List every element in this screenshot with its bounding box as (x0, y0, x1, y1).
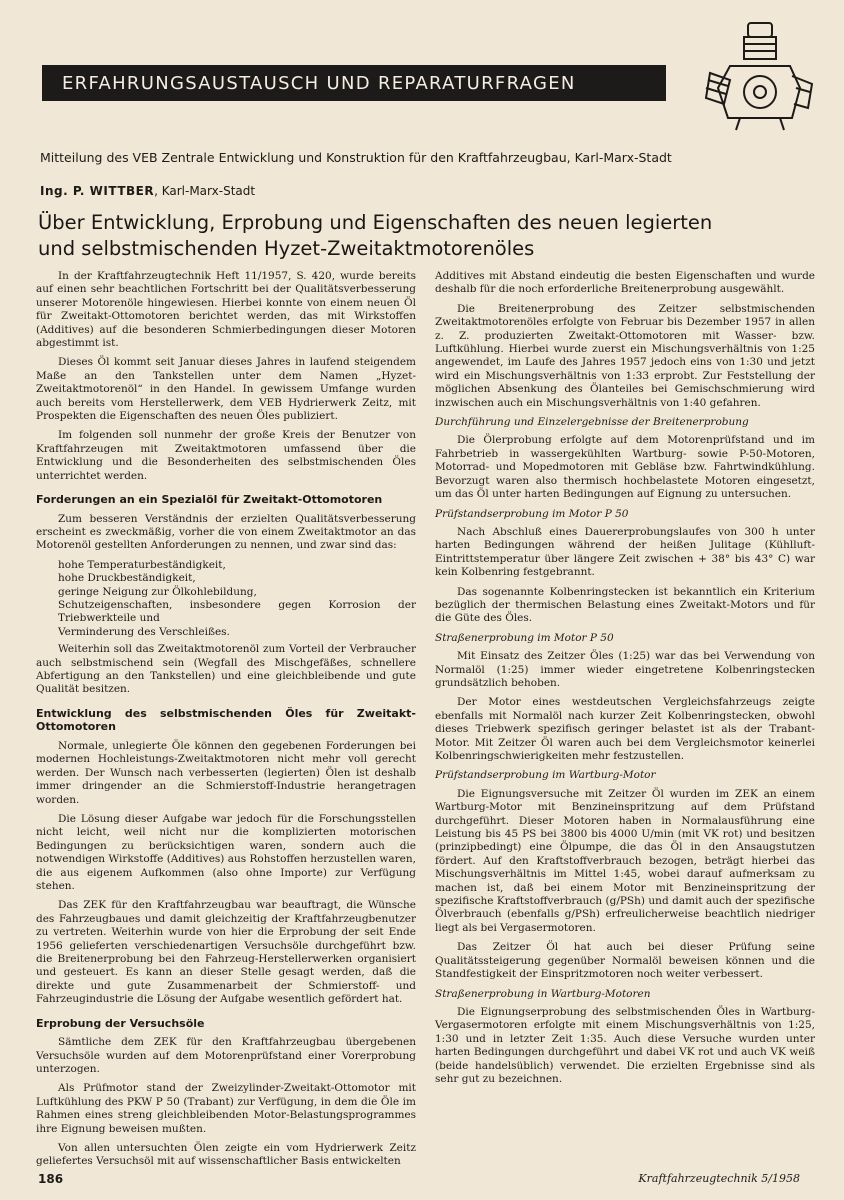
author-name: Ing. P. WITTBER (40, 184, 155, 198)
section-heading: Entwicklung des selbstmischenden Öles für Zweitakt-Ottomotoren (36, 706, 416, 734)
article-title (38, 210, 798, 262)
list-item: geringe Neigung zur Ölkohlebildung, (58, 585, 257, 598)
list-item: hohe Temperaturbeständigkeit, (58, 558, 226, 571)
author-line (40, 184, 255, 198)
subsection-heading: Durchführung und Einzelergebnisse der Breitenerprobung (435, 416, 749, 429)
paragraph: Dieses Öl kommt seit Januar dieses Jahres in laufend steigendem Maße an den Tankstellen unter dem Namen „Hyzet-Zweitaktmotorenöl“ in den Handel. In gewissem Umfange wurden auch bereits vom Herstellerwerk, dem VEB Hydrierwerk Zeitz, mit Prospekten die Eigenschaften des neuen Öles publiziert. (36, 356, 416, 423)
paragraph: Als Prüfmotor stand der Zweizylinder-Zweitakt-Ottomotor mit Luftkühlung des PKW P 50 (Trabant) zur Verfügung, in dem die Öle im Rahmen eines streng gleichbleibenden Motor-Belastungsprogrammes ihre Eignung beweisen mußten. (36, 1082, 416, 1135)
paragraph: In der Kraftfahrzeugtechnik Heft 11/1957, S. 420, wurde bereits auf einen sehr beachtlichen Fortschritt bei der Qualitätsverbesserung unserer Motorenöle hingewiesen. Hierbei konnte von einem neuen Öl für Zweitakt-Ottomotoren berichtet werden, das mit Wirkstoffen (Additives) auf die besonderen Schmierbedingungen dieser Motoren abgestimmt ist. (36, 270, 416, 350)
paragraph: Von allen untersuchten Ölen zeigte ein vom Hydrierwerk Zeitz geliefertes Versuchsöl mit auf wissenschaftlicher Basis entwickelten (36, 1141, 416, 1168)
paragraph: Additives mit Abstand eindeutig die besten Eigenschaften und wurde deshalb für die noch erforderliche Breitenerprobung ausgewählt. (435, 270, 815, 296)
subsection-heading: Prüfstandserprobung im Wartburg-Motor (435, 769, 656, 782)
list-item: Schutzeigenschaften, insbesondere gegen Korrosion der Triebwerkteile und (58, 599, 416, 625)
banner-text: ERFAHRUNGSAUSTAUSCH UND REPARATURFRAGEN (62, 72, 576, 94)
institution-note: Mitteilung des VEB Zentrale Entwicklung und Konstruktion für den Kraftfahrzeugbau, Karl-Marx-Stadt (40, 150, 672, 165)
paragraph: Zum besseren Verständnis der erzielten Qualitätsverbesserung erscheint es zweckmäßig, vorher die von einem Zweitaktmotor an das Motorenöl gestellten Anforderungen zu nennen, und zwar sind das: (36, 512, 416, 552)
page-number: 186 (38, 1172, 64, 1186)
paragraph: Die Lösung dieser Aufgabe war jedoch für die Forschungsstellen nicht leicht, weil nicht nur die komplizierten motorischen Bedingungen zu berücksichtigen waren, sondern auch die notwendigen Wirkstoffe (Additives) aus Rohstoffen herzustellen waren, die aus eigenem Aufkommen (also ohne Importe) zur Verfügung stehen. (36, 812, 416, 892)
title-line-2: und selbstmischenden Hyzet-Zweitaktmotorenöles (38, 237, 535, 260)
paragraph: Mit Einsatz des Zeitzer Öles (1:25) war das bei Verwendung von Normalöl (1:25) immer wieder eingetretene Kolbenringstecken grundsätzlich behoben. (435, 650, 815, 689)
author-place: , Karl-Marx-Stadt (154, 184, 256, 198)
paragraph: Im folgenden soll nunmehr der große Kreis der Benutzer von Kraftfahrzeugen mit Zweitaktmotoren umfassend über die Entwicklung und die Besonderheiten des selbstmischenden Öles unterrichtet werden. (36, 429, 416, 482)
list-item: hohe Druckbeständigkeit, (58, 572, 196, 585)
left-column (36, 270, 416, 1175)
requirements-list (36, 559, 416, 639)
paragraph: Der Motor eines westdeutschen Vergleichsfahrzeugs zeigte ebenfalls mit Normalöl nach kurzer Zeit Kolbenringstecken, obwohl dieses Triebwerk spezifisch geringer belastet ist als der Trabant-Motor. Mit Zeitzer Öl waren auch bei dem Vergleichsmotor keinerlei Kolbenringschwierigkeiten mehr festzustellen. (435, 696, 815, 762)
paragraph: Das Zeitzer Öl hat auch bei dieser Prüfung seine Qualitätssteigerung gegenüber Normalöl beweisen können und die Standfestigkeit der Einspritzmotoren noch weiter verbessert. (435, 941, 815, 981)
paragraph: Die Eignungserprobung des selbstmischenden Öles in Wartburg-Vergasermotoren erfolgte mit einem Mischungsverhältnis von 1:25, 1:30 und in letzter Zeit 1:35. Auch diese Versuche wurden unter harten Bedingungen durchgeführt und dabei VK rot und auch VK weiß (beide handelsüblich) verwendet. Die erzielten Ergebnisse sind als sehr gut zu bezeichnen. (435, 1005, 815, 1085)
paragraph: Weiterhin soll das Zweitaktmotorenöl zum Vorteil der Verbraucher auch selbstmischend sein (Wegfall des Mischgefäßes, schnellere Abfertigung an den Tankstellen) und eine gleichbleibende und gute Qualität besitzen. (36, 643, 416, 696)
subsection-heading: Straßenerprobung im Motor P 50 (435, 631, 614, 644)
paragraph: Das sogenannte Kolbenringstecken ist bekanntlich ein Kriterium bezüglich der thermischen Belastung eines Zweitakt-Motors und für die Güte des Öles. (435, 585, 815, 625)
right-column (435, 270, 815, 1092)
paragraph: Sämtliche dem ZEK für den Kraftfahrzeugbau übergebenen Versuchsöle wurden auf dem Motorenprüfstand einer Vorerprobung unterzogen. (36, 1036, 416, 1075)
title-line-1: Über Entwicklung, Erprobung und Eigenschaften des neuen legierten (38, 211, 713, 234)
paragraph: Die Breitenerprobung des Zeitzer selbstmischenden Zweitaktmotorenöles erfolgte von Februar bis Dezember 1957 in allen z. Z. produzierten Zweitakt-Ottomotoren mit Wasser- bzw. Luftkühlung. Hierbei wurde zuerst ein Mischungsverhältnis von 1:25 angewendet, im Laufe des Jahres 1957 jedoch eins von 1:30 und jetzt wird ein Mischungsverhältnis von 1:33 erprobt. Zur Feststellung der möglichen Absenkung des Ölanteiles bei Gemischschmierung wird inzwischen auch ein Mischungsverhältnis von 1:40 gefahren. (435, 302, 815, 409)
section-heading: Erprobung der Versuchsöle (36, 1016, 205, 1030)
paragraph: Die Ölerprobung erfolgte auf dem Motorenprüfstand und im Fahrbetrieb in wassergekühlten Wartburg- sowie P-50-Motoren, Motorrad- und Mopedmotoren mit Gebläse bzw. Fahrtwindkühlung. Bevorzugt waren also thermisch hochbelastete Motoren eingesetzt, um das Öl unter harten Bedingungen auf Eignung zu untersuchen. (435, 434, 815, 501)
paragraph: Nach Abschluß eines Dauererprobungslaufes von 300 h unter harten Bedingungen während der heißen Julitage (Kühlluft-Eintrittstemperatur über längere Zeit zwischen + 38° bis 43° C) war kein Kolbenring festgebrannt. (435, 525, 815, 579)
subsection-heading: Straßenerprobung in Wartburg-Motoren (435, 987, 651, 1000)
section-heading: Forderungen an ein Spezialöl für Zweitakt-Ottomotoren (36, 493, 383, 507)
list-item: Verminderung des Verschleißes. (58, 625, 230, 638)
paragraph: Normale, unlegierte Öle können den gegebenen Forderungen bei modernen Hochleistungs-Zweitaktmotoren nicht mehr voll gerecht werden. Der Wunsch nach verbesserten (legierten) Ölen ist deshalb immer dringender an die Schmierstoff-Industrie herangetragen worden. (36, 739, 416, 806)
paragraph: Das ZEK für den Kraftfahrzeugbau war beauftragt, die Wünsche des Fahrzeugbaues und damit gleichzeitig der Kraftfahrzeugbenutzer zu vertreten. Weiterhin wurde von hier die Erprobung der seit Ende 1956 gelieferten verschiedenartigen Versuchsöle durchgeführt bzw. die Breitenerprobung bei den Fahrzeug-Herstellerwerken organisiert und gesteuert. Es kann an dieser Stelle gesagt werden, daß die direkte und gute Zusammenarbeit der Schmierstoff- und Fahrzeugindustrie die Lösung der Aufgabe wesentlich gefördert hat. (36, 899, 416, 1006)
journal-reference: Kraftfahrzeugtechnik 5/1958 (638, 1172, 800, 1185)
section-banner (42, 65, 666, 101)
engine-illustration (700, 18, 820, 133)
subsection-heading: Prüfstandserprobung im Motor P 50 (435, 507, 629, 520)
paragraph: Die Eignungsversuche mit Zeitzer Öl wurden im ZEK an einem Wartburg-Motor mit Benzineinspritzung auf dem Prüfstand durchgeführt. Dieser Motoren haben in Normalausführung eine Leistung bis 45 PS bei 3800 bis 4000 U/min (mit VK rot) und besitzen (prinzipbedingt) eine Ölpumpe, die das Öl in den Ansaugstutzen fördert. Auf den Kraftstoffverbrauch bezogen, beträgt hierbei das Mischungsverhältnis im Mittel 1:45, wobei darauf aufmerksam zu machen ist, daß bei einem Motor mit Benzineinspritzung der spezifische Kraftstoffverbrauch (g/PSh) und damit auch der spezifische Ölverbrauch (ebenfalls g/PSh) erfreulicherweise beachtlich niedriger liegt als bei Vergasermotoren. (435, 787, 815, 934)
